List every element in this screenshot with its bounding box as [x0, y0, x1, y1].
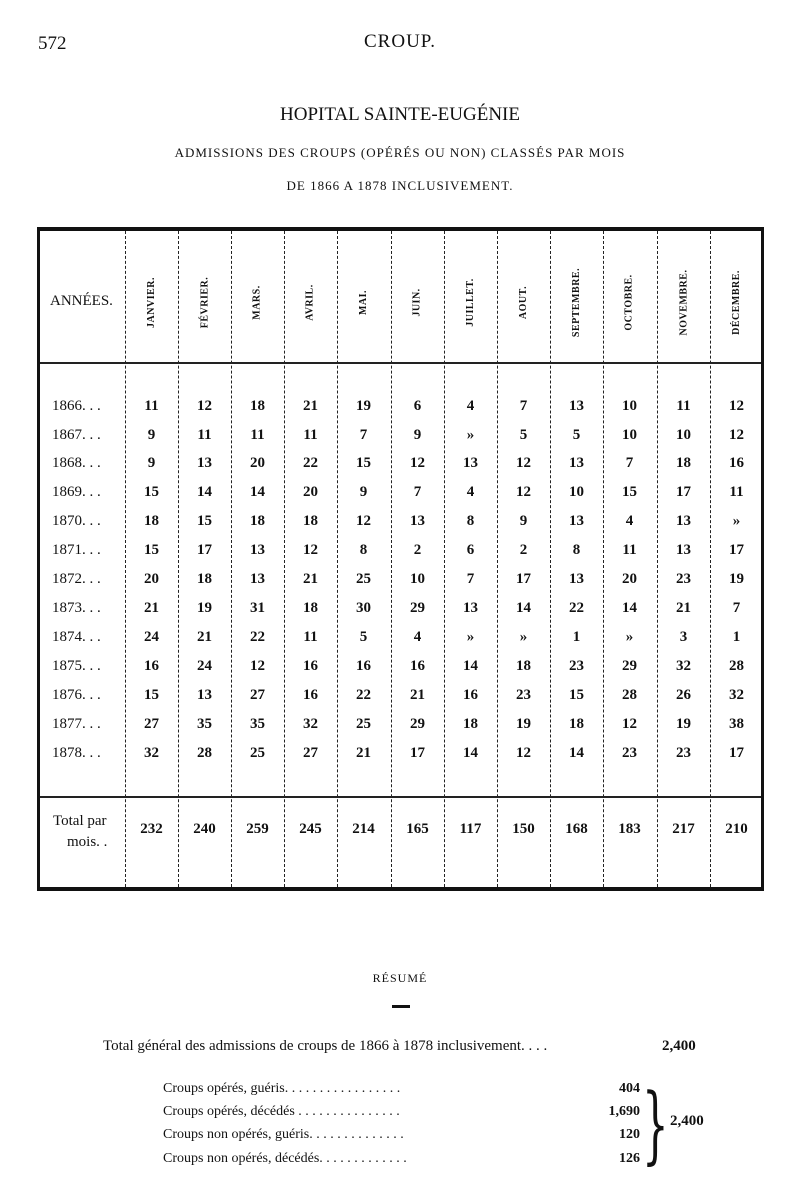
- table-cell: 21: [356, 745, 371, 761]
- table-cell: 16: [463, 687, 478, 703]
- table-cell: 35: [250, 716, 265, 732]
- table-cell: 32: [303, 716, 318, 732]
- table-cell: 16: [356, 658, 371, 674]
- table-cell: 5: [359, 629, 368, 645]
- table-cell: 16: [303, 687, 318, 703]
- table-cell: 23: [676, 571, 691, 587]
- table-cell: 28: [197, 745, 212, 761]
- table-cell: 25: [356, 716, 371, 732]
- table-cell: 21: [410, 687, 425, 703]
- table-cell: 9: [147, 427, 156, 443]
- admissions-table: [37, 227, 764, 891]
- table-cell: 12: [516, 745, 531, 761]
- table-cell: 11: [144, 398, 159, 414]
- table-cell: 11: [303, 427, 318, 443]
- table-cell: 18: [569, 716, 584, 732]
- year-label: 1873. . .: [52, 600, 101, 616]
- table-cell: 15: [356, 455, 371, 471]
- table-cell: 22: [303, 455, 318, 471]
- table-cell: 21: [303, 571, 318, 587]
- table-cell: 14: [197, 484, 212, 500]
- header-rule: [40, 362, 761, 364]
- year-label: 1875. . .: [52, 658, 101, 674]
- table-cell: 11: [729, 484, 744, 500]
- table-cell: 12: [250, 658, 265, 674]
- table-cell: 21: [676, 600, 691, 616]
- table-cell: 15: [197, 513, 212, 529]
- table-cell: 8: [466, 513, 475, 529]
- table-cell: 17: [516, 571, 531, 587]
- table-cell: 20: [622, 571, 637, 587]
- table-cell: 12: [516, 455, 531, 471]
- table-cell: 12: [622, 716, 637, 732]
- resume-line-4-label: Croups non opérés, décédés. . . . . . . . . . . . .: [163, 1151, 407, 1166]
- month-header-text: JUIN.: [412, 287, 423, 317]
- table-cell: 32: [144, 745, 159, 761]
- table-cell: 13: [569, 513, 584, 529]
- table-cell: 19: [516, 716, 531, 732]
- table-cell: »: [519, 629, 528, 645]
- month-header-text: FÉVRIER.: [198, 276, 210, 328]
- table-cell: 29: [410, 600, 425, 616]
- table-cell: 11: [303, 629, 318, 645]
- table-cell: 4: [466, 398, 475, 414]
- month-header-text: AVRIL.: [305, 283, 316, 321]
- resume-bracket-total: 2,400: [670, 1113, 704, 1129]
- table-cell: 13: [463, 455, 478, 471]
- table-cell: 17: [197, 542, 212, 558]
- table-cell: 5: [519, 427, 528, 443]
- table-cell: 4: [625, 513, 634, 529]
- year-label: 1871. . .: [52, 542, 101, 558]
- table-cell: 14: [622, 600, 637, 616]
- year-label: 1878. . .: [52, 745, 101, 761]
- month-header: [603, 243, 656, 361]
- table-cell: 13: [197, 455, 212, 471]
- table-cell: 29: [622, 658, 637, 674]
- table-cell: 4: [413, 629, 422, 645]
- month-header-text: DÉCEMBRE.: [731, 269, 743, 335]
- table-cell: 19: [729, 571, 744, 587]
- table-cell: 7: [625, 455, 634, 471]
- table-cell: 24: [197, 658, 212, 674]
- table-cell: 11: [250, 427, 265, 443]
- table-cell: 18: [197, 571, 212, 587]
- table-cell: 13: [569, 455, 584, 471]
- month-header: [657, 243, 710, 361]
- table-cell: 32: [676, 658, 691, 674]
- table-cell: 22: [356, 687, 371, 703]
- table-cell: 15: [622, 484, 637, 500]
- table-cell: 23: [676, 745, 691, 761]
- table-cell: 18: [303, 600, 318, 616]
- table-cell: 13: [676, 542, 691, 558]
- table-cell: 7: [359, 427, 368, 443]
- total-cell: 183: [618, 821, 641, 837]
- table-cell: 11: [622, 542, 637, 558]
- table-cell: 13: [569, 398, 584, 414]
- table-cell: 17: [729, 745, 744, 761]
- table-cell: 20: [144, 571, 159, 587]
- table-cell: 15: [144, 542, 159, 558]
- table-cell: 12: [516, 484, 531, 500]
- table-cell: 32: [729, 687, 744, 703]
- month-header-text: MARS.: [251, 284, 263, 320]
- table-cell: 13: [569, 571, 584, 587]
- table-cell: 9: [413, 427, 422, 443]
- table-cell: 18: [516, 658, 531, 674]
- month-header-text: AOUT.: [518, 285, 529, 319]
- table-cell: 11: [197, 427, 212, 443]
- table-cell: 25: [250, 745, 265, 761]
- table-cell: 12: [356, 513, 371, 529]
- table-cell: 15: [144, 484, 159, 500]
- year-label: 1870. . .: [52, 513, 101, 529]
- table-cell: 19: [676, 716, 691, 732]
- table-cell: »: [466, 427, 475, 443]
- table-cell: 8: [572, 542, 581, 558]
- table-cell: 9: [147, 455, 156, 471]
- table-cell: 14: [569, 745, 584, 761]
- table-cell: 23: [569, 658, 584, 674]
- table-cell: 27: [144, 716, 159, 732]
- table-cell: 8: [359, 542, 368, 558]
- table-cell: 18: [144, 513, 159, 529]
- table-cell: 4: [466, 484, 475, 500]
- table-cell: 28: [622, 687, 637, 703]
- year-label: 1869. . .: [52, 484, 101, 500]
- table-cell: 27: [303, 745, 318, 761]
- total-cell: 210: [725, 821, 748, 837]
- years-column-header: ANNÉES.: [50, 293, 113, 309]
- table-cell: 26: [676, 687, 691, 703]
- resume-heading: RÉSUMÉ: [372, 971, 428, 985]
- table-cell: 13: [250, 571, 265, 587]
- table-cell: 20: [303, 484, 318, 500]
- table-cell: 18: [303, 513, 318, 529]
- total-cell: 214: [352, 821, 375, 837]
- total-cell: 259: [246, 821, 269, 837]
- document-title: HOPITAL SAINTE-EUGÉNIE: [280, 104, 520, 125]
- total-cell: 165: [406, 821, 429, 837]
- total-cell: 117: [459, 821, 482, 837]
- resume-total-value: 2,400: [662, 1038, 696, 1054]
- month-header: [444, 243, 497, 361]
- total-rule: [40, 796, 761, 798]
- year-label: 1876. . .: [52, 687, 101, 703]
- month-header: [391, 243, 444, 361]
- table-cell: 9: [519, 513, 528, 529]
- total-cell: 245: [299, 821, 322, 837]
- month-header: [497, 243, 550, 361]
- table-cell: »: [625, 629, 634, 645]
- table-cell: 13: [250, 542, 265, 558]
- table-cell: 12: [729, 398, 744, 414]
- table-cell: 21: [197, 629, 212, 645]
- table-cell: 10: [569, 484, 584, 500]
- total-label-line1: Total par: [53, 813, 107, 829]
- month-header-text: JUILLET.: [465, 277, 476, 327]
- table-cell: 10: [622, 398, 637, 414]
- table-cell: 5: [572, 427, 581, 443]
- month-header: [710, 243, 763, 361]
- table-cell: 12: [197, 398, 212, 414]
- table-cell: 14: [463, 658, 478, 674]
- total-label-line2: mois. .: [67, 834, 108, 850]
- table-cell: 12: [729, 427, 744, 443]
- year-label: 1867. . .: [52, 427, 101, 443]
- total-label: [53, 811, 107, 853]
- table-cell: 30: [356, 600, 371, 616]
- year-label: 1866. . .: [52, 398, 101, 414]
- table-cell: 16: [729, 455, 744, 471]
- month-header: [125, 243, 178, 361]
- table-cell: 12: [410, 455, 425, 471]
- resume-total-text: Total général des admissions de croups de 1866 à 1878 inclusivement. . . .: [103, 1038, 548, 1054]
- table-cell: 3: [679, 629, 688, 645]
- table-cell: 14: [463, 745, 478, 761]
- table-cell: 7: [519, 398, 528, 414]
- table-cell: 28: [729, 658, 744, 674]
- table-cell: 16: [410, 658, 425, 674]
- table-cell: 19: [197, 600, 212, 616]
- table-cell: 16: [303, 658, 318, 674]
- resume-line-2-value: 1,690: [608, 1104, 640, 1119]
- resume-line-4-value: 126: [619, 1151, 640, 1166]
- table-cell: »: [732, 513, 741, 529]
- resume-brace: }: [642, 1075, 669, 1173]
- table-cell: 18: [250, 513, 265, 529]
- table-cell: »: [466, 629, 475, 645]
- table-cell: 31: [250, 600, 265, 616]
- resume-line-2-label: Croups opérés, décédés . . . . . . . . . . . . . . .: [163, 1104, 400, 1119]
- month-header: [178, 243, 231, 361]
- total-cell: 232: [140, 821, 163, 837]
- table-cell: 18: [463, 716, 478, 732]
- subtitle-line-1: ADMISSIONS DES CROUPS (OPÉRÉS OU NON) CLASSÉS PAR MOIS: [174, 145, 626, 160]
- table-cell: 22: [569, 600, 584, 616]
- table-cell: 12: [303, 542, 318, 558]
- subtitle-line-2: DE 1866 A 1878 INCLUSIVEMENT.: [286, 178, 514, 193]
- table-cell: 15: [569, 687, 584, 703]
- running-head: CROUP.: [364, 31, 436, 52]
- table-cell: 1: [572, 629, 581, 645]
- table-cell: 9: [359, 484, 368, 500]
- table-cell: 23: [516, 687, 531, 703]
- table-cell: 15: [144, 687, 159, 703]
- table-cell: 10: [676, 427, 691, 443]
- resume-line-3-label: Croups non opérés, guéris. . . . . . . . . . . . . .: [163, 1127, 404, 1142]
- table-cell: 18: [676, 455, 691, 471]
- month-header-text: OCTOBRE.: [624, 273, 635, 331]
- table-cell: 16: [144, 658, 159, 674]
- table-cell: 13: [463, 600, 478, 616]
- table-cell: 22: [250, 629, 265, 645]
- table-cell: 7: [413, 484, 422, 500]
- table-cell: 7: [732, 600, 741, 616]
- month-header-text: SEPTEMBRE.: [571, 267, 582, 337]
- table-cell: 6: [466, 542, 475, 558]
- table-cell: 19: [356, 398, 371, 414]
- table-cell: 38: [729, 716, 744, 732]
- month-header: [231, 243, 284, 361]
- month-header: [284, 243, 337, 361]
- table-cell: 7: [466, 571, 475, 587]
- table-cell: 17: [729, 542, 744, 558]
- table-cell: 13: [676, 513, 691, 529]
- resume-line-1-label: Croups opérés, guéris. . . . . . . . . . . . . . . . .: [163, 1081, 401, 1096]
- month-header: [337, 243, 390, 361]
- month-header-text: JANVIER.: [145, 276, 157, 328]
- table-cell: 25: [356, 571, 371, 587]
- month-header: [550, 243, 603, 361]
- table-cell: 29: [410, 716, 425, 732]
- table-cell: 20: [250, 455, 265, 471]
- total-cell: 240: [193, 821, 216, 837]
- total-cell: 168: [565, 821, 588, 837]
- year-label: 1877. . .: [52, 716, 101, 732]
- table-cell: 1: [732, 629, 741, 645]
- table-cell: 2: [413, 542, 422, 558]
- year-label: 1872. . .: [52, 571, 101, 587]
- table-cell: 6: [413, 398, 422, 414]
- table-cell: 27: [250, 687, 265, 703]
- table-cell: 10: [622, 427, 637, 443]
- table-cell: 14: [250, 484, 265, 500]
- table-cell: 35: [197, 716, 212, 732]
- month-header-text: MAI.: [358, 289, 369, 315]
- table-cell: 21: [303, 398, 318, 414]
- table-cell: 23: [622, 745, 637, 761]
- table-cell: 2: [519, 542, 528, 558]
- table-cell: 11: [676, 398, 691, 414]
- table-cell: 24: [144, 629, 159, 645]
- month-header-text: NOVEMBRE.: [678, 269, 689, 335]
- page-number: 572: [38, 33, 67, 54]
- resume-line-3-value: 120: [619, 1127, 640, 1142]
- table-cell: 10: [410, 571, 425, 587]
- table-cell: 17: [676, 484, 691, 500]
- table-cell: 14: [516, 600, 531, 616]
- table-cell: 18: [250, 398, 265, 414]
- resume-dash: [392, 1005, 410, 1008]
- total-cell: 150: [512, 821, 535, 837]
- year-label: 1868. . .: [52, 455, 101, 471]
- resume-line-1-value: 404: [619, 1081, 640, 1096]
- total-cell: 217: [672, 821, 695, 837]
- table-cell: 17: [410, 745, 425, 761]
- table-cell: 13: [197, 687, 212, 703]
- year-label: 1874. . .: [52, 629, 101, 645]
- table-cell: 13: [410, 513, 425, 529]
- table-cell: 21: [144, 600, 159, 616]
